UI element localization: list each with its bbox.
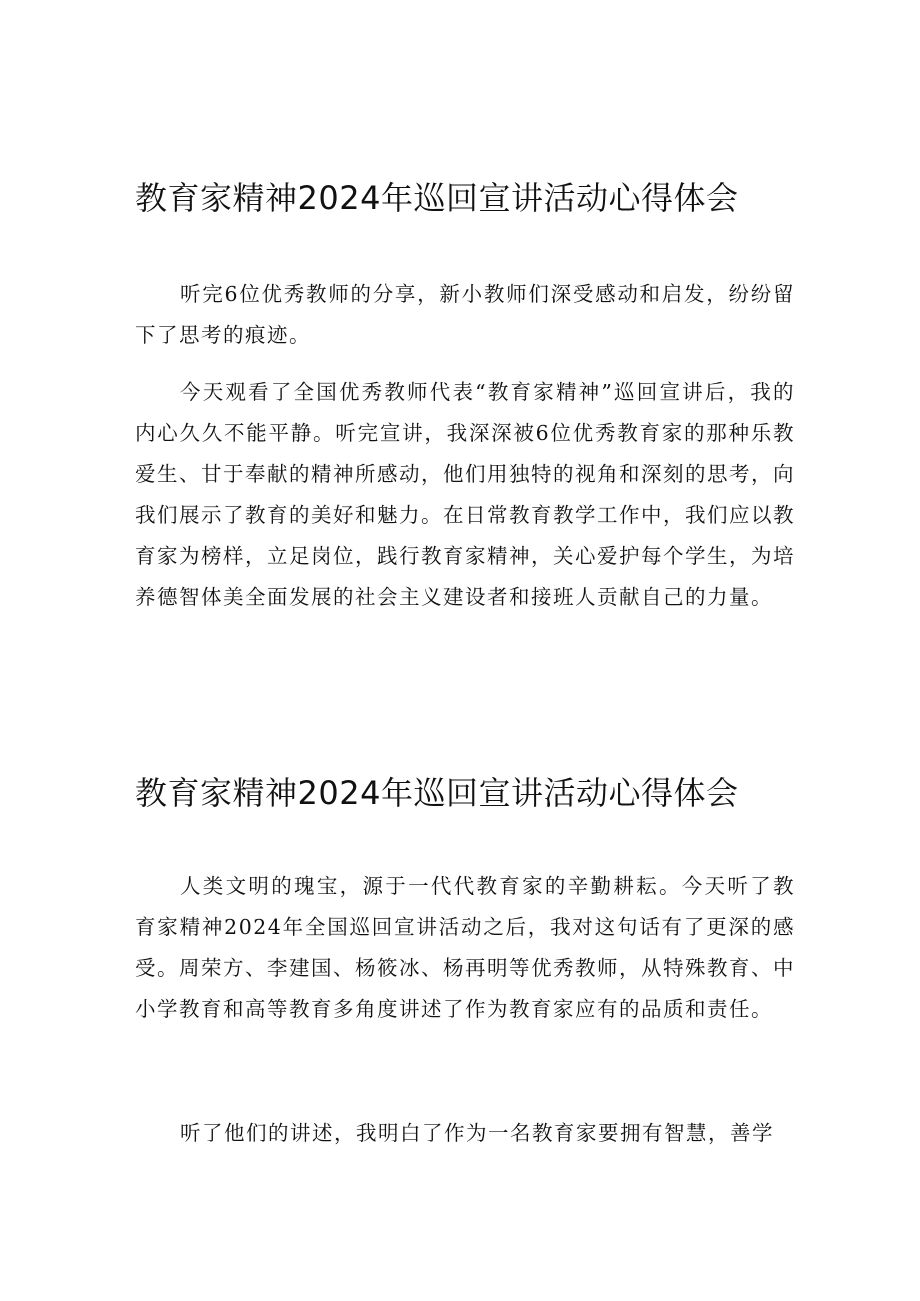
section-2-title: 教育家精神2024年巡回宣讲活动心得体会 bbox=[135, 774, 739, 812]
section-2-paragraph-1: 人类文明的瑰宝，源于一代代教育家的辛勤耕耘。今天听了教育家精神2024年全国巡回宣讲活动之后，我对这句话有了更深的感受。周荣方、李建国、杨筱冰、杨再明等优秀教师，从特殊教育、中小学教育和高等教育多角度讲述了作为教育家应有的品质和责任。 bbox=[135, 874, 795, 1021]
section-1-paragraph-1: 听完6位优秀教师的分享，新小教师们深受感动和启发，纷纷留下了思考的痕迹。 bbox=[135, 282, 795, 347]
section-2-paragraph-2: 听了他们的讲述，我明白了作为一名教育家要拥有智慧，善学 bbox=[180, 1121, 774, 1145]
section-1-paragraph-2: 今天观看了全国优秀教师代表“教育家精神”巡回宣讲后，我的内心久久不能平静。听完宣讲，我深深被6位优秀教育家的那种乐教爱生、甘于奉献的精神所感动，他们用独特的视角和深刻的思考，向我们展示了教育的美好和魅力。在日常教育教学工作中，我们应以教育家为榜样，立足岗位，践行教育家精神，关心爱护每个学生，为培养德智体美全面发展的社会主义建设者和接班人贡献自己的力量。 bbox=[135, 380, 795, 609]
section-1-title: 教育家精神2024年巡回宣讲活动心得体会 bbox=[135, 179, 739, 217]
